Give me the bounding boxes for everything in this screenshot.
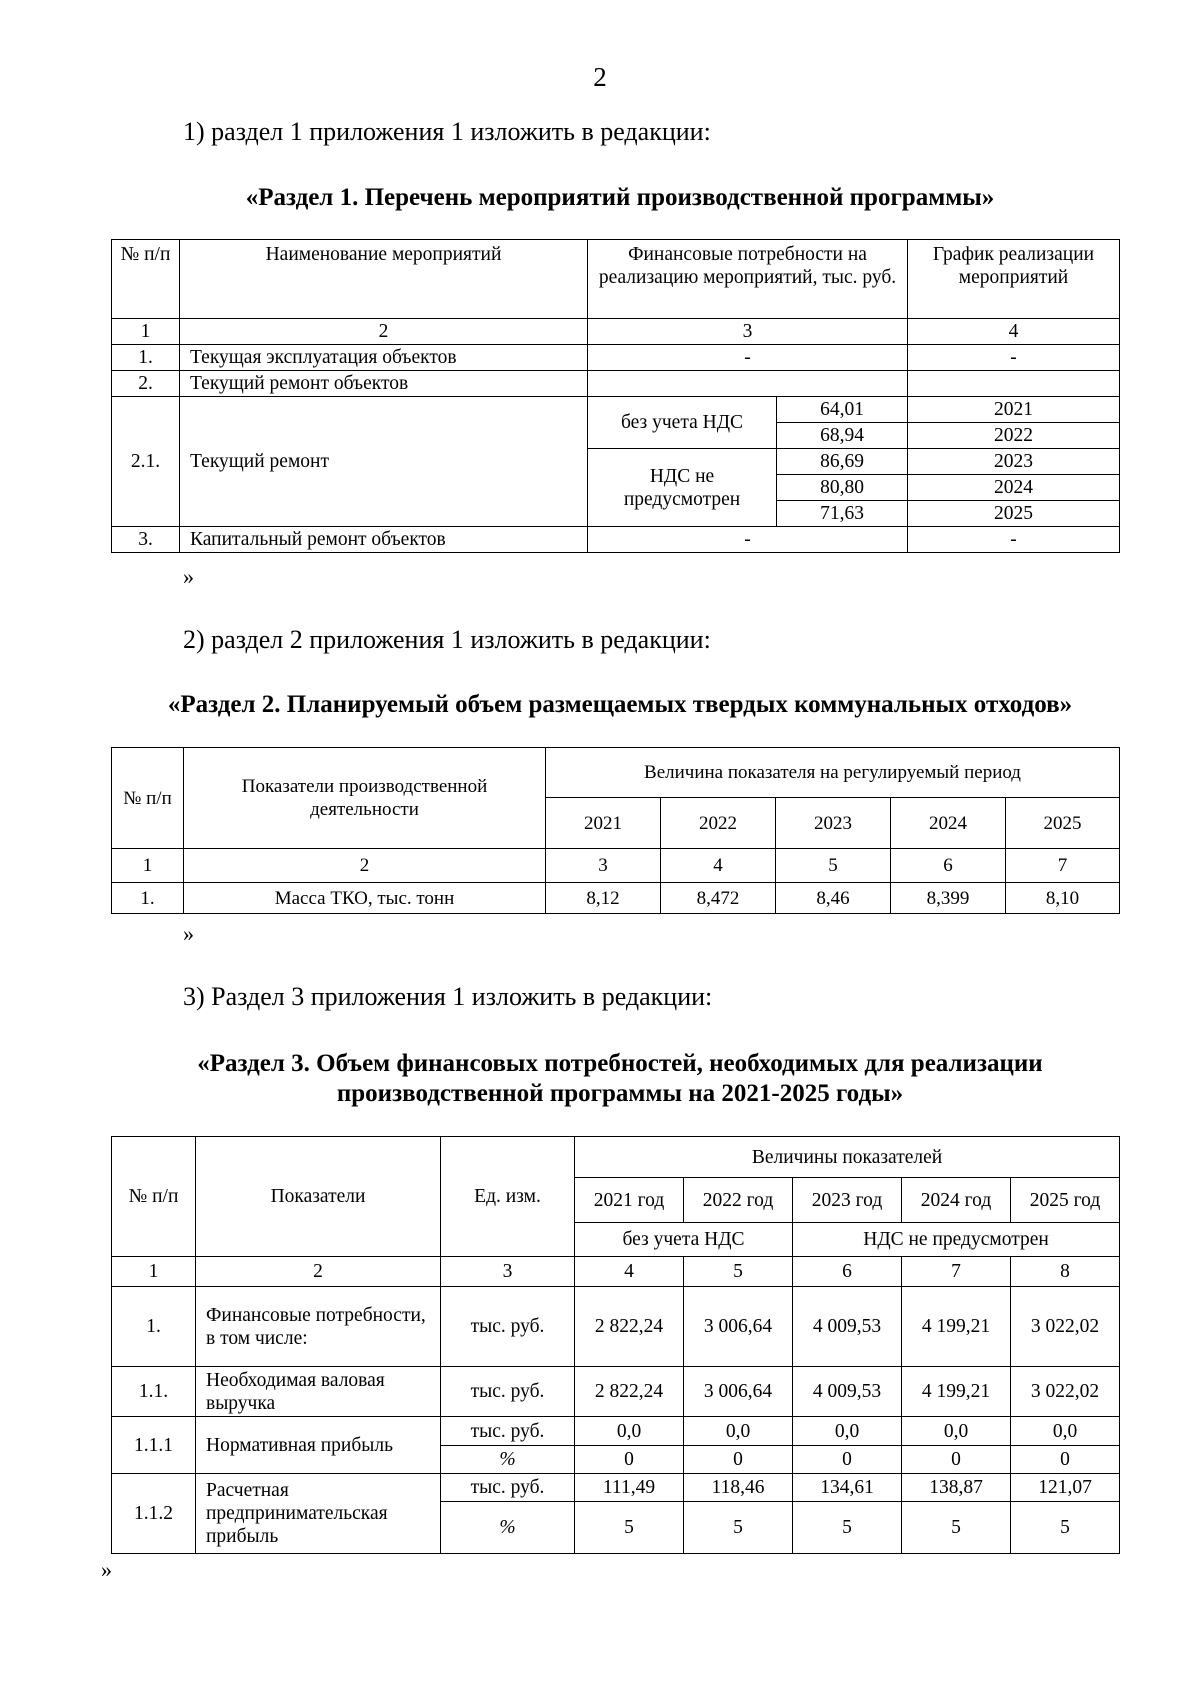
- row-value: 138,87: [902, 1474, 1011, 1502]
- col-number: 2: [180, 319, 588, 345]
- row-value: 2 822,24: [575, 1367, 684, 1417]
- table-row: [112, 1287, 1120, 1367]
- row-value: 8,46: [776, 883, 891, 914]
- row-schedule: -: [908, 345, 1120, 371]
- row-value: 121,07: [1011, 1474, 1120, 1502]
- year-cell: 2024 год: [902, 1178, 1011, 1223]
- row-name: Нормативная прибыль: [196, 1417, 441, 1474]
- col-number: 1: [112, 1257, 196, 1287]
- row-unit: тыс. руб.: [441, 1417, 575, 1446]
- row-value: 4 009,53: [793, 1287, 902, 1367]
- repair-value: 71,63: [777, 501, 908, 527]
- table-header-row: [112, 240, 1120, 319]
- year-cell: 2023: [776, 798, 891, 849]
- table-row: [112, 527, 1120, 553]
- section2-intro: 2) раздел 2 приложения 1 изложить в редакции:: [183, 625, 711, 654]
- col-number: 2: [184, 849, 546, 883]
- header-num: № п/п: [112, 748, 184, 849]
- col-number: 4: [661, 849, 776, 883]
- year-cell: 2023 год: [793, 1178, 902, 1223]
- row-name: Масса ТКО, тыс. тонн: [184, 883, 546, 914]
- header-unit: Ед. изм.: [441, 1137, 575, 1257]
- header-num: № п/п: [112, 240, 180, 319]
- repair-year: 2021: [908, 397, 1120, 423]
- year-cell: 2021 год: [575, 1178, 684, 1223]
- section1-intro: 1) раздел 1 приложения 1 изложить в редакции:: [183, 117, 711, 146]
- page-number: 2: [593, 62, 607, 92]
- table-header-row: [112, 748, 1120, 798]
- table-header-row: [112, 1137, 1120, 1178]
- repair-year: 2025: [908, 501, 1120, 527]
- row-num: 1.: [112, 1287, 196, 1367]
- table-section3: [111, 1136, 1120, 1554]
- row-num: 1.1.1: [112, 1417, 196, 1474]
- col-number: 3: [441, 1257, 575, 1287]
- row-value: 0: [793, 1446, 902, 1474]
- row-name: Текущий ремонт объектов: [180, 371, 588, 397]
- row-value: 0,0: [1011, 1417, 1120, 1446]
- row-value: 5: [902, 1502, 1011, 1554]
- row-value: 118,46: [684, 1474, 793, 1502]
- row-num: 3.: [112, 527, 180, 553]
- table-row: [112, 883, 1120, 914]
- row-finance: -: [588, 527, 908, 553]
- col-number: 4: [908, 319, 1120, 345]
- row-value: 134,61: [793, 1474, 902, 1502]
- row-num: 1.: [112, 345, 180, 371]
- year-cell: 2021: [546, 798, 661, 849]
- header-values: Величины показателей: [575, 1137, 1120, 1178]
- row-name: Капитальный ремонт объектов: [180, 527, 588, 553]
- col-number: 7: [1006, 849, 1120, 883]
- header-period: Величина показателя на регулируемый период: [546, 748, 1120, 798]
- row-value: 8,10: [1006, 883, 1120, 914]
- vat-none-label: НДС не предусмотрен: [588, 449, 777, 527]
- row-value: 8,472: [661, 883, 776, 914]
- header-indicators: Показатели: [196, 1137, 441, 1257]
- col-number: 5: [684, 1257, 793, 1287]
- header-name: Наименование мероприятий: [180, 240, 588, 319]
- row-value: 5: [684, 1502, 793, 1554]
- closing-quote: »: [183, 564, 194, 589]
- row-name: Финансовые потребности, в том числе:: [196, 1287, 441, 1367]
- row-unit: %: [441, 1446, 575, 1474]
- row-finance: -: [588, 345, 908, 371]
- table-section1: [111, 239, 1120, 553]
- row-unit: тыс. руб.: [441, 1287, 575, 1367]
- year-cell: 2025 год: [1011, 1178, 1120, 1223]
- row-schedule: [908, 371, 1120, 397]
- row-value: 2 822,24: [575, 1287, 684, 1367]
- table-row: [112, 1367, 1120, 1417]
- column-numbers-row: [112, 1257, 1120, 1287]
- row-name: Расчетная предпринимательская прибыль: [196, 1474, 441, 1554]
- row-finance: [588, 371, 908, 397]
- col-number: 6: [891, 849, 1006, 883]
- header-finance: Финансовые потребности на реализацию мероприятий, тыс. руб.: [588, 240, 908, 319]
- row-num: 1.: [112, 883, 184, 914]
- section2-title: «Раздел 2. Планируемый объем размещаемых твердых коммунальных отходов»: [167, 691, 1073, 718]
- row-value: 3 006,64: [684, 1367, 793, 1417]
- row-value: 5: [793, 1502, 902, 1554]
- year-cell: 2022 год: [684, 1178, 793, 1223]
- col-number: 8: [1011, 1257, 1120, 1287]
- row-value: 8,399: [891, 883, 1006, 914]
- table-row: [112, 1417, 1120, 1446]
- repair-year: 2024: [908, 475, 1120, 501]
- repair-value: 64,01: [777, 397, 908, 423]
- row-value: 8,12: [546, 883, 661, 914]
- vat-none-label: НДС не предусмотрен: [793, 1223, 1120, 1257]
- section1-title: «Раздел 1. Перечень мероприятий производственной программы»: [245, 184, 995, 211]
- col-number: 5: [776, 849, 891, 883]
- column-numbers-row: [112, 849, 1120, 883]
- header-schedule: График реализации мероприятий: [908, 240, 1120, 319]
- col-number: 4: [575, 1257, 684, 1287]
- col-number: 3: [546, 849, 661, 883]
- section3-intro: 3) Раздел 3 приложения 1 изложить в редакции:: [183, 982, 713, 1011]
- vat-excluded-label: без учета НДС: [575, 1223, 793, 1257]
- repair-year: 2023: [908, 449, 1120, 475]
- row-value: 4 199,21: [902, 1287, 1011, 1367]
- column-numbers-row: [112, 319, 1120, 345]
- col-number: 1: [112, 849, 184, 883]
- section3-title-line1: «Раздел 3. Объем финансовых потребностей, необходимых для реализации: [197, 1050, 1043, 1077]
- col-number: 2: [196, 1257, 441, 1287]
- repair-value: 80,80: [777, 475, 908, 501]
- row-schedule: -: [908, 527, 1120, 553]
- row-name: Необходимая валовая выручка: [196, 1367, 441, 1417]
- row-num: 1.1.2: [112, 1474, 196, 1554]
- row-value: 5: [1011, 1502, 1120, 1554]
- row-value: 4 009,53: [793, 1367, 902, 1417]
- table-row: [112, 1474, 1120, 1502]
- repair-num: 2.1.: [112, 397, 180, 527]
- row-value: 111,49: [575, 1474, 684, 1502]
- row-value: 0,0: [902, 1417, 1011, 1446]
- year-cell: 2022: [661, 798, 776, 849]
- row-value: 3 022,02: [1011, 1287, 1120, 1367]
- row-value: 0: [1011, 1446, 1120, 1474]
- table-row: [112, 371, 1120, 397]
- col-number: 6: [793, 1257, 902, 1287]
- row-value: 0,0: [684, 1417, 793, 1446]
- row-unit: %: [441, 1502, 575, 1554]
- header-num: № п/п: [112, 1137, 196, 1257]
- row-value: 3 022,02: [1011, 1367, 1120, 1417]
- col-number: 3: [588, 319, 908, 345]
- repair-year: 2022: [908, 423, 1120, 449]
- closing-quote: »: [183, 921, 194, 946]
- col-number: 7: [902, 1257, 1011, 1287]
- repair-value: 86,69: [777, 449, 908, 475]
- row-num: 2.: [112, 371, 180, 397]
- row-num: 1.1.: [112, 1367, 196, 1417]
- row-value: 0,0: [793, 1417, 902, 1446]
- col-number: 1: [112, 319, 180, 345]
- table-row: [112, 345, 1120, 371]
- vat-excluded-label: без учета НДС: [588, 397, 777, 449]
- section3-title-line2: производственной программы на 2021-2025 годы»: [336, 1080, 904, 1107]
- row-unit: тыс. руб.: [441, 1367, 575, 1417]
- table-row: [112, 397, 1120, 423]
- row-value: 5: [575, 1502, 684, 1554]
- closing-quote: »: [101, 1557, 112, 1582]
- year-cell: 2024: [891, 798, 1006, 849]
- year-cell: 2025: [1006, 798, 1120, 849]
- row-value: 3 006,64: [684, 1287, 793, 1367]
- row-value: 0,0: [575, 1417, 684, 1446]
- header-indicator: Показатели производственной деятельности: [184, 748, 546, 849]
- repair-name: Текущий ремонт: [180, 397, 588, 527]
- row-value: 4 199,21: [902, 1367, 1011, 1417]
- row-value: 0: [902, 1446, 1011, 1474]
- row-value: 0: [575, 1446, 684, 1474]
- row-name: Текущая эксплуатация объектов: [180, 345, 588, 371]
- repair-value: 68,94: [777, 423, 908, 449]
- row-unit: тыс. руб.: [441, 1474, 575, 1502]
- table-section2: [111, 747, 1120, 914]
- row-value: 0: [684, 1446, 793, 1474]
